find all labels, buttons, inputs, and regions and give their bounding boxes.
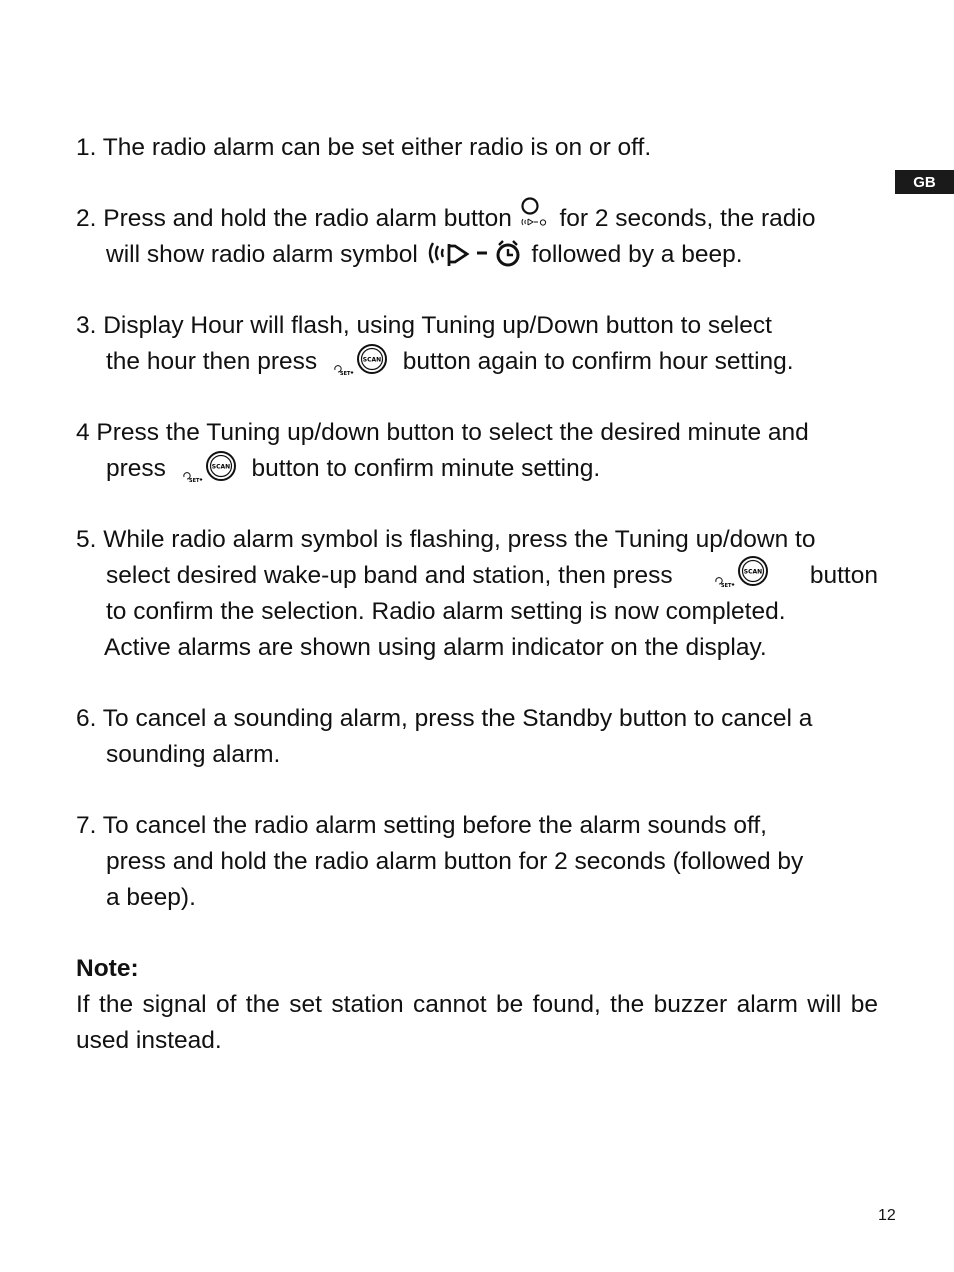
step-2-text-c: will show radio alarm symbol	[106, 241, 418, 268]
step-6	[76, 701, 878, 773]
step-7-line-2: press and hold the radio alarm button for 2 seconds (followed by	[106, 848, 804, 875]
language-tab: GB	[895, 170, 954, 194]
instructions	[76, 130, 878, 1059]
set-scan-button-icon	[332, 343, 388, 377]
step-5-line-4: Active alarms are shown using alarm indicator on the display.	[104, 634, 767, 661]
step-4	[76, 415, 878, 487]
step-1-line-1: 1. The radio alarm can be set either radio is on or off.	[76, 134, 652, 161]
set-label: SET	[721, 583, 732, 589]
step-7-line-3: a beep).	[106, 884, 196, 911]
set-label: SET	[188, 477, 200, 484]
note	[76, 951, 878, 1059]
page-number: 12	[878, 1207, 896, 1224]
radio-alarm-button-icon	[519, 197, 553, 231]
scan-label: SCAN	[362, 356, 382, 364]
step-5	[76, 522, 878, 666]
set-scan-button-icon	[713, 555, 769, 589]
step-4-line-1: 4 Press the Tuning up/down button to select the desired minute and	[76, 419, 809, 446]
step-3-text-a: the hour then press	[106, 348, 318, 375]
step-1	[76, 130, 878, 166]
step-2-line-1	[76, 201, 878, 237]
step-2-text-a: 2. Press and hold the radio alarm button	[76, 205, 512, 232]
step-5-text-b: button	[809, 562, 878, 589]
note-heading: Note:	[76, 955, 139, 982]
step-4-text-b: button to confirm minute setting.	[251, 455, 601, 482]
step-7	[76, 808, 878, 916]
step-7-line-1: 7. To cancel the radio alarm setting before the alarm sounds off,	[76, 812, 767, 839]
step-2-line-2	[76, 237, 878, 273]
note-text: If the signal of the set station cannot be found, the buzzer alarm will be used instead.	[76, 991, 878, 1054]
step-4-text-a: press	[106, 455, 166, 482]
step-2-text-d: followed by a beep.	[531, 241, 743, 268]
step-4-line-2	[76, 451, 878, 487]
step-5-line-1: 5. While radio alarm symbol is flashing, press the Tuning up/down to	[76, 526, 816, 553]
step-6-line-1: 6. To cancel a sounding alarm, press the Standby button to cancel a	[76, 705, 813, 732]
set-label: SET	[339, 370, 351, 377]
scan-label: SCAN	[744, 568, 763, 576]
step-5-text-a: select desired wake-up band and station, then press	[106, 562, 673, 589]
step-5-line-2	[76, 558, 878, 594]
step-2	[76, 201, 878, 273]
step-3	[76, 308, 878, 380]
step-3-text-b: button again to confirm hour setting.	[402, 348, 794, 375]
step-5-line-3: to confirm the selection. Radio alarm setting is now completed.	[106, 598, 786, 625]
step-6-line-2: sounding alarm.	[106, 741, 281, 768]
radio-alarm-symbol-icon	[425, 236, 525, 270]
scan-label: SCAN	[211, 463, 230, 471]
set-scan-button-icon	[181, 450, 237, 484]
step-2-text-b: for 2 seconds, the radio	[559, 205, 816, 232]
step-3-line-2	[76, 344, 878, 380]
step-3-line-1: 3. Display Hour will flash, using Tuning up/Down button to select	[76, 312, 772, 339]
